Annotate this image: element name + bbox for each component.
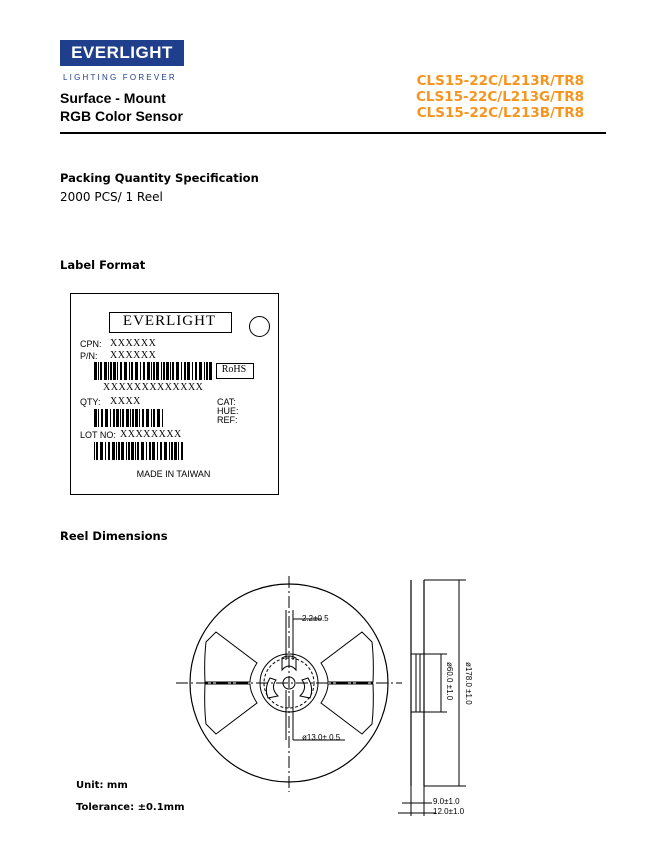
label-cat: CAT: (217, 397, 236, 407)
barcode-bar (151, 362, 152, 380)
barcode-bar (110, 409, 111, 427)
label-barcode-text: XXXXXXXXXXXXX (103, 382, 204, 393)
barcode-bar (195, 362, 197, 380)
label-qty-value: XXXX (110, 396, 141, 407)
product-subtitle-line2: RGB Color Sensor (60, 108, 183, 124)
barcode-bar (94, 442, 95, 460)
dim-width-inner-text: 9.0±1.0 (433, 797, 460, 806)
barcode-bar (132, 409, 134, 427)
barcode-bar (178, 442, 179, 460)
barcode-bar (192, 362, 193, 380)
reel-window-left-top (205, 632, 257, 682)
barcode-bar (117, 362, 118, 380)
barcode-bar (94, 362, 97, 380)
barcode-bar (151, 409, 152, 427)
part-number-red: CLS15-22C/L213R/TR8 (416, 73, 584, 89)
barcode-bar (100, 442, 103, 460)
dim-inner-text: ø60.0 ±1.0 (445, 662, 454, 701)
barcode-bar (146, 409, 149, 427)
barcode-bar (143, 362, 145, 380)
label-lot-label: LOT NO: (80, 430, 116, 440)
barcode-bar (161, 362, 162, 380)
barcode-bar (153, 362, 155, 380)
barcode-bar (98, 409, 99, 427)
barcode-bar (116, 442, 117, 460)
barcode-bar (126, 409, 129, 427)
reel-window-left-bottom (205, 684, 257, 734)
barcode-bar (169, 442, 170, 460)
barcode-bar (105, 442, 106, 460)
barcode-bar (110, 362, 112, 380)
barcode-bar (120, 362, 122, 380)
barcode-bar (199, 362, 202, 380)
barcode-bar (96, 442, 98, 460)
barcode-bar (140, 362, 141, 380)
barcode-bar (108, 362, 109, 380)
label-lot-value: XXXXXXXX (120, 429, 182, 440)
barcode-bar (116, 409, 119, 427)
barcode-bar (206, 362, 208, 380)
product-subtitle-line1: Surface - Mount (60, 90, 166, 106)
barcode-bar (124, 362, 127, 380)
barcode-bar (152, 442, 155, 460)
barcode-bar (142, 409, 144, 427)
barcode-bar (122, 409, 124, 427)
tolerance-note: Tolerance: ±0.1mm (76, 802, 185, 813)
barcode-bar (121, 442, 124, 460)
barcode-bar (209, 362, 212, 380)
packing-title: Packing Quantity Specification (60, 171, 259, 185)
barcode-bar (139, 409, 140, 427)
barcode-bar (113, 362, 116, 380)
unit-note: Unit: mm (76, 780, 128, 791)
dim-hub-text: ø13.0± 0.5 (302, 733, 341, 742)
barcode-bar (181, 362, 182, 380)
barcode-bar (156, 362, 159, 380)
barcode-bar (141, 442, 144, 460)
barcode-bar (184, 362, 186, 380)
barcode-bar (157, 442, 158, 460)
reel-hub-key-left (266, 678, 278, 698)
barcode-qty (94, 409, 166, 427)
reel-title: Reel Dimensions (60, 529, 168, 543)
packing-value: 2000 PCS/ 1 Reel (60, 190, 163, 204)
barcode-bar (146, 442, 147, 460)
company-tagline: LIGHTING FOREVER (63, 73, 177, 82)
barcode-bar (129, 362, 130, 380)
label-hue: HUE: (217, 406, 239, 416)
company-logo: EVERLIGHT (71, 43, 173, 62)
barcode-bar (135, 362, 138, 380)
barcode-bar (153, 409, 155, 427)
dim-outer-text: ø178.0 ±1.0 (464, 662, 473, 705)
label-brand: EVERLIGHT (122, 313, 217, 329)
barcode-bar (164, 442, 167, 460)
barcode-bar (105, 409, 108, 427)
barcode-bar (204, 362, 205, 380)
label-pn-value: XXXXXX (110, 350, 157, 361)
barcode-bar (131, 442, 134, 460)
barcode-pn (94, 362, 212, 380)
label-circle-icon (249, 316, 270, 337)
barcode-bar (126, 442, 127, 460)
barcode-lot (94, 442, 186, 460)
barcode-bar (160, 442, 162, 460)
label-ref: REF: (217, 415, 238, 425)
rohs-badge: RoHS (221, 364, 247, 375)
barcode-bar (112, 442, 115, 460)
barcode-bar (163, 362, 165, 380)
header-divider (60, 132, 606, 134)
barcode-bar (94, 409, 97, 427)
barcode-bar (147, 362, 150, 380)
label-cpn-label: CPN: (80, 339, 102, 349)
barcode-bar (174, 442, 177, 460)
barcode-bar (171, 442, 173, 460)
barcode-bar (98, 362, 99, 380)
barcode-bar (135, 409, 138, 427)
label-qty-label: QTY: (80, 397, 101, 407)
part-number-blue: CLS15-22C/L213B/TR8 (416, 105, 584, 121)
barcode-bar (176, 362, 179, 380)
barcode-bar (181, 442, 183, 460)
barcode-bar (166, 362, 169, 380)
dim-slot-text: 2.2±0.5 (302, 614, 329, 623)
barcode-bar (170, 362, 171, 380)
barcode-bar (131, 362, 133, 380)
reel-hub-key-right (300, 678, 312, 698)
reel-window-right-top (321, 632, 373, 682)
reel-window-right-bottom (321, 684, 373, 734)
barcode-bar (149, 442, 151, 460)
barcode-bar (162, 409, 163, 427)
barcode-bar (100, 362, 102, 380)
barcode-bar (172, 362, 174, 380)
label-made-in: MADE IN TAIWAN (136, 469, 211, 479)
dim-width-outer-text: 12.0±1.0 (433, 807, 465, 816)
label-cpn-value: XXXXXX (110, 338, 157, 349)
barcode-bar (135, 442, 136, 460)
barcode-bar (118, 442, 120, 460)
barcode-bar (120, 409, 121, 427)
barcode-bar (137, 442, 139, 460)
label-format-title: Label Format (60, 258, 146, 272)
barcode-bar (130, 409, 131, 427)
barcode-bar (108, 442, 110, 460)
barcode-bar (104, 362, 107, 380)
label-pn-label: P/N: (80, 351, 98, 361)
barcode-bar (113, 409, 115, 427)
barcode-bar (101, 409, 103, 427)
barcode-bar (128, 442, 130, 460)
barcode-bar (187, 362, 190, 380)
barcode-bar (157, 409, 160, 427)
part-number-green: CLS15-22C/L213G/TR8 (415, 89, 584, 105)
